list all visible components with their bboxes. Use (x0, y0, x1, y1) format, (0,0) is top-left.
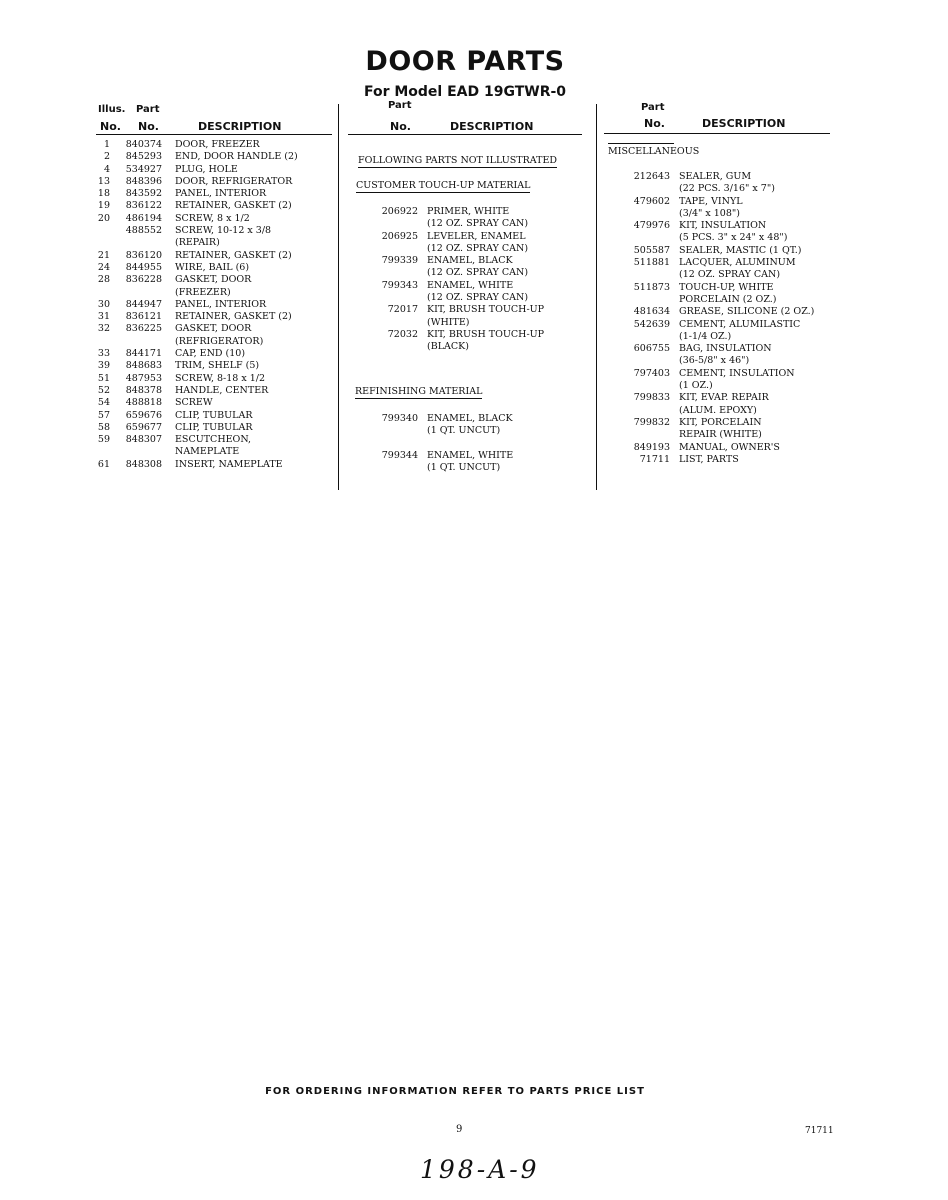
table-row (604, 208, 844, 220)
table-row (348, 218, 588, 230)
table-row (96, 323, 336, 335)
header-rule (96, 134, 332, 135)
part-number: 840374 (125, 139, 162, 150)
part-number: 799344 (381, 449, 418, 461)
part-number: 659677 (125, 421, 162, 433)
part-description: (1 QT. UNCUT) (427, 425, 501, 437)
table-row (348, 341, 588, 353)
part-description: (12 OZ. SPRAY CAN) (427, 267, 529, 279)
header-no: No. (100, 120, 121, 133)
table-row (96, 446, 336, 458)
table-row (604, 343, 844, 355)
table-row (604, 294, 844, 306)
illus-number: 30 (97, 298, 110, 310)
part-number: 206925 (381, 230, 418, 242)
part-description: (1 QT. UNCUT) (427, 462, 501, 474)
table-row (96, 348, 336, 360)
header-description: DESCRIPTION (702, 117, 786, 130)
part-description: ENAMEL, BLACK (427, 255, 513, 267)
table-row (96, 225, 336, 237)
part-number: 844947 (125, 298, 162, 310)
part-number: 849193 (633, 441, 670, 453)
part-number: 799832 (633, 416, 670, 428)
table-row (348, 292, 588, 304)
handwritten-annotation: 198-A-9 (420, 1155, 540, 1184)
customer-touchup-list (348, 206, 588, 354)
illus-number: 18 (97, 188, 110, 200)
part-description: GREASE, SILICONE (2 OZ.) (679, 306, 815, 318)
table-row (604, 429, 844, 441)
part-description: CLIP, TUBULAR (175, 421, 253, 433)
column-divider (338, 104, 339, 490)
table-row (96, 139, 336, 151)
part-number: 848396 (125, 175, 162, 187)
table-row (604, 183, 844, 195)
part-description: NAMEPLATE (175, 446, 240, 458)
part-number: 505587 (633, 244, 670, 256)
part-description: REPAIR (WHITE) (679, 429, 762, 441)
table-row (96, 274, 336, 286)
illus-number: 32 (97, 323, 110, 335)
part-number: 606755 (633, 343, 670, 355)
illus-number: 54 (97, 397, 110, 409)
column-divider (596, 104, 597, 490)
model-subtitle: For Model EAD 19GTWR-0 (363, 84, 567, 100)
table-row (96, 200, 336, 212)
part-description: (REFRIGERATOR) (175, 335, 264, 347)
part-number: 486194 (125, 212, 162, 224)
illus-number: 51 (97, 372, 110, 384)
part-number: 848683 (125, 360, 162, 372)
part-description: LIST, PARTS (679, 453, 739, 465)
table-row (348, 280, 588, 292)
table-row (96, 250, 336, 262)
part-description: PRIMER, WHITE (427, 206, 510, 217)
header-no: No. (138, 120, 159, 133)
header-no: No. (390, 120, 411, 133)
table-row (604, 257, 844, 269)
part-description: (36-5/8" x 46") (679, 355, 750, 367)
part-description: KIT, EVAP. REPAIR (679, 392, 769, 404)
illus-number: 4 (103, 163, 110, 175)
header-part: Part (136, 104, 160, 115)
part-description: PANEL, INTERIOR (175, 298, 267, 310)
part-number: 206922 (381, 206, 418, 217)
table-row (604, 269, 844, 281)
header-description: DESCRIPTION (198, 120, 282, 133)
part-number: 848307 (125, 434, 162, 446)
table-row (604, 331, 844, 343)
part-description: HANDLE, CENTER (175, 384, 269, 396)
part-description: (22 PCS. 3/16" x 7") (679, 183, 775, 195)
part-description: TRIM, SHELF (5) (175, 360, 260, 372)
table-row (96, 459, 336, 471)
part-description: KIT, PORCELAIN (679, 416, 762, 428)
miscellaneous-list (604, 171, 844, 466)
part-number: 72017 (387, 304, 418, 316)
part-description: SCREW, 8 x 1/2 (175, 212, 250, 224)
part-description: INSERT, NAMEPLATE (175, 458, 283, 470)
part-description: (REPAIR) (175, 237, 220, 249)
part-number: 848308 (125, 458, 162, 470)
illus-number: 61 (97, 458, 110, 470)
part-description: WIRE, BAIL (6) (175, 261, 250, 273)
part-description: (12 OZ. SPRAY CAN) (427, 292, 529, 304)
part-number: 534927 (125, 163, 162, 175)
part-description: TOUCH-UP, WHITE (679, 281, 774, 293)
table-row (348, 329, 588, 341)
part-number: 845293 (125, 151, 162, 163)
part-description: CAP, END (10) (175, 348, 246, 360)
header-part: Part (388, 100, 412, 111)
table-row (96, 237, 336, 249)
header-illus: Illus. (98, 104, 126, 115)
table-row (96, 410, 336, 422)
part-description: (12 OZ. SPRAY CAN) (427, 218, 529, 230)
part-description: (5 PCS. 3" x 24" x 48") (679, 232, 788, 244)
page-title: DOOR PARTS (365, 46, 565, 77)
column-header (96, 100, 336, 134)
header-no: No. (644, 117, 665, 130)
part-description: KIT, BRUSH TOUCH-UP (427, 328, 545, 340)
part-description: BAG, INSULATION (679, 343, 772, 355)
table-row (96, 287, 336, 299)
part-description: (1 OZ.) (679, 380, 713, 392)
table-row (96, 422, 336, 434)
part-description: ESCUTCHEON, (175, 434, 252, 446)
not-illustrated-column (348, 100, 588, 474)
part-description: PORCELAIN (2 OZ.) (679, 293, 777, 305)
table-row (604, 368, 844, 380)
part-description: KIT, BRUSH TOUCH-UP (427, 304, 545, 316)
table-row (348, 317, 588, 329)
table-row (96, 188, 336, 200)
table-row (604, 355, 844, 367)
part-description: (12 OZ. SPRAY CAN) (427, 242, 529, 254)
part-description: ENAMEL, BLACK (427, 413, 513, 424)
illus-number: 13 (97, 175, 110, 187)
part-description: KIT, INSULATION (679, 220, 767, 232)
illus-number: 20 (97, 212, 110, 224)
part-number: 487953 (125, 372, 162, 384)
parts-list (96, 139, 336, 471)
part-description: (ALUM. EPOXY) (679, 404, 757, 416)
part-description: RETAINER, GASKET (2) (175, 200, 292, 212)
table-row (348, 462, 588, 474)
illus-number: 21 (97, 249, 110, 261)
refinishing-list (348, 413, 588, 474)
part-number: 799339 (381, 255, 418, 267)
table-row (348, 304, 588, 316)
table-row (348, 450, 588, 462)
part-description: DOOR, FREEZER (175, 139, 260, 150)
part-description: (1-1/4 OZ.) (679, 330, 732, 342)
illus-number: 58 (97, 421, 110, 433)
part-number: 797403 (633, 367, 670, 379)
table-row (96, 336, 336, 348)
table-row (348, 413, 588, 425)
part-description: CEMENT, INSULATION (679, 367, 795, 379)
part-number: 799340 (381, 413, 418, 424)
table-row (96, 299, 336, 311)
part-number: 799343 (381, 279, 418, 291)
table-row (604, 454, 844, 466)
part-number: 212643 (633, 171, 670, 182)
table-row (96, 385, 336, 397)
table-row (96, 151, 336, 163)
illustrated-parts-column (96, 100, 336, 470)
part-description: PANEL, INTERIOR (175, 188, 267, 200)
part-description: GASKET, DOOR (175, 274, 252, 286)
part-number: 488818 (125, 397, 162, 409)
illus-number: 57 (97, 409, 110, 421)
ordering-note: FOR ORDERING INFORMATION REFER TO PARTS PRICE LIST (265, 1086, 645, 1097)
part-number: 844955 (125, 261, 162, 273)
table-row (348, 231, 588, 243)
part-number: 71711 (639, 453, 670, 465)
table-row (96, 434, 336, 446)
table-row (604, 232, 844, 244)
part-description: SCREW, 10-12 x 3/8 (175, 225, 272, 237)
part-number: 844171 (125, 348, 162, 360)
table-row (604, 220, 844, 232)
table-row (96, 213, 336, 225)
part-description: (FREEZER) (175, 286, 231, 298)
table-row (604, 405, 844, 417)
part-number: 836225 (125, 323, 162, 335)
part-number: 799833 (633, 392, 670, 404)
part-description: (12 OZ. SPRAY CAN) (679, 269, 781, 281)
part-description: (WHITE) (427, 316, 470, 328)
part-description: CLIP, TUBULAR (175, 409, 253, 421)
table-row (604, 171, 844, 183)
part-description: RETAINER, GASKET (2) (175, 311, 292, 323)
part-description: SEALER, GUM (679, 171, 752, 182)
part-description: GASKET, DOOR (175, 323, 252, 335)
column-header (348, 100, 588, 134)
table-row (348, 206, 588, 218)
illus-number: 2 (103, 151, 110, 163)
table-row (604, 319, 844, 331)
table-row (604, 282, 844, 294)
part-description: SCREW, 8-18 x 1/2 (175, 372, 266, 384)
part-description: SEALER, MASTIC (1 QT.) (679, 244, 802, 256)
part-description: LEVELER, ENAMEL (427, 230, 526, 242)
table-row (96, 373, 336, 385)
header-rule (348, 134, 582, 135)
part-description: DOOR, REFRIGERATOR (175, 175, 293, 187)
table-row (604, 392, 844, 404)
part-number: 836121 (125, 311, 162, 323)
part-number: 511881 (633, 257, 670, 269)
part-description: LACQUER, ALUMINUM (679, 257, 796, 269)
table-row (604, 380, 844, 392)
part-number: 836120 (125, 249, 162, 261)
misc-overline (608, 143, 674, 144)
table-row (604, 306, 844, 318)
header-description: DESCRIPTION (450, 120, 534, 133)
illus-number: 59 (97, 434, 110, 446)
page-number: 9 (456, 1124, 463, 1135)
table-row (604, 442, 844, 454)
illus-number: 33 (97, 348, 110, 360)
table-row (604, 196, 844, 208)
table-row (348, 267, 588, 279)
part-number: 659676 (125, 409, 162, 421)
part-description: CEMENT, ALUMILASTIC (679, 318, 801, 330)
part-number: 479602 (633, 195, 670, 207)
part-description: TAPE, VINYL (679, 195, 743, 207)
table-row (348, 255, 588, 267)
table-row (96, 360, 336, 372)
table-row (96, 311, 336, 323)
miscellaneous-column (604, 100, 844, 465)
header-part: Part (641, 102, 665, 113)
part-number: 843592 (125, 188, 162, 200)
illus-number: 39 (97, 360, 110, 372)
illus-number: 19 (97, 200, 110, 212)
part-number: 479976 (633, 220, 670, 232)
document-code: 71711 (805, 1126, 834, 1136)
refinishing-label: REFINISHING MATERIAL (355, 386, 483, 397)
table-row (96, 397, 336, 409)
table-row (348, 425, 588, 437)
table-row (96, 262, 336, 274)
part-number: 836228 (125, 274, 162, 286)
following-parts-label: FOLLOWING PARTS NOT ILLUSTRATED (358, 155, 557, 166)
header-rule (604, 133, 830, 134)
column-header (604, 100, 844, 134)
part-description: ENAMEL, WHITE (427, 449, 514, 461)
table-row (604, 417, 844, 429)
part-number: 488552 (125, 225, 162, 237)
part-description: PLUG, HOLE (175, 163, 238, 175)
part-description: SCREW (175, 397, 213, 409)
table-row (96, 176, 336, 188)
part-number: 511873 (633, 281, 670, 293)
part-number: 542639 (633, 318, 670, 330)
part-description: MANUAL, OWNER'S (679, 441, 780, 453)
customer-touchup-label: CUSTOMER TOUCH-UP MATERIAL (356, 180, 531, 191)
illus-number: 52 (97, 384, 110, 396)
table-row (348, 438, 588, 450)
illus-number: 31 (97, 311, 110, 323)
miscellaneous-label: MISCELLANEOUS (608, 146, 700, 157)
illus-number: 24 (97, 261, 110, 273)
part-description: ENAMEL, WHITE (427, 279, 514, 291)
part-description: END, DOOR HANDLE (2) (175, 151, 298, 163)
table-row (604, 245, 844, 257)
part-number: 836122 (125, 200, 162, 212)
table-row (96, 164, 336, 176)
part-number: 481634 (633, 306, 670, 318)
part-description: (BLACK) (427, 341, 469, 353)
part-number: 848378 (125, 384, 162, 396)
part-description: (3/4" x 108") (679, 207, 740, 219)
illus-number: 1 (103, 139, 110, 150)
illus-number: 28 (97, 274, 110, 286)
part-number: 72032 (387, 328, 418, 340)
table-row (348, 243, 588, 255)
part-description: RETAINER, GASKET (2) (175, 249, 292, 261)
